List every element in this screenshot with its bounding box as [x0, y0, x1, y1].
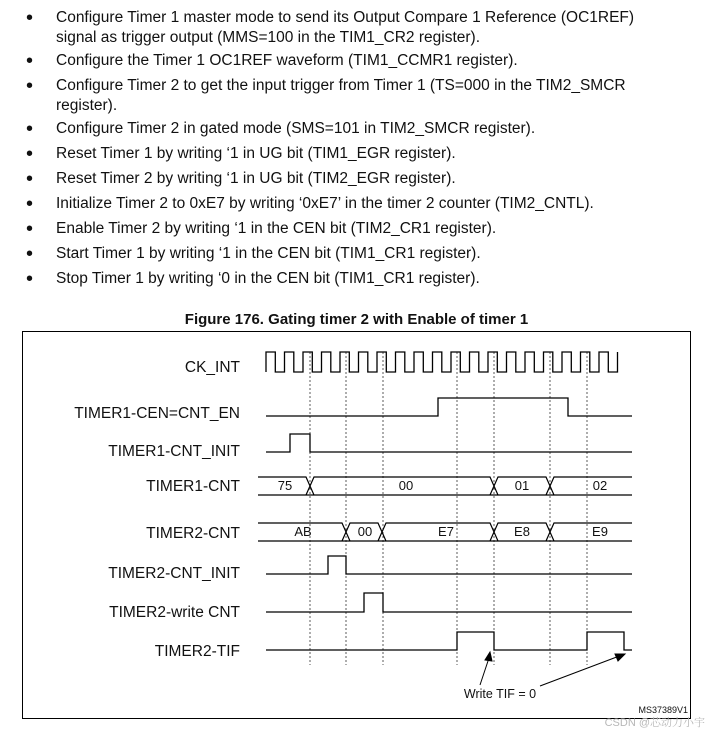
label-timer2-tif: TIMER2-TIF — [154, 643, 240, 660]
bullet-marker: • — [26, 218, 34, 240]
watermark: CSDN @芯动力小宇 — [604, 717, 705, 729]
timer1-cen-waveform — [266, 398, 632, 416]
bullet-line: Configure Timer 1 master mode to send its Output Compare 1 Reference (OC1REF) — [56, 9, 635, 26]
timer2-tif-waveform — [266, 632, 632, 650]
label-timer1-cnt: TIMER1-CNT — [146, 478, 240, 495]
bullet-marker: • — [26, 193, 34, 215]
bullet-line: Reset Timer 1 by writing ‘1 in UG bit (TIM1_EGR register). — [56, 145, 456, 162]
timer1-value-0: 75 — [277, 478, 293, 493]
bullet-marker: • — [26, 143, 34, 165]
timer1-cnt-bus — [258, 477, 632, 495]
bullet-marker: • — [26, 75, 34, 97]
write-tif-annotation: Write TIF = 0 — [463, 687, 537, 701]
bullet-marker: • — [26, 7, 34, 29]
bullet-line: Start Timer 1 by writing ‘1 in the CEN bit (TIM1_CR1 register). — [56, 245, 481, 262]
write-tif-arrows — [480, 652, 625, 686]
timer1-cnt-init-waveform — [266, 434, 632, 452]
bullet-line: Initialize Timer 2 to 0xE7 by writing ‘0xE7’ in the timer 2 counter (TIM2_CNTL). — [56, 195, 594, 212]
label-timer2-write-cnt: TIMER2-write CNT — [109, 604, 240, 621]
bullet-marker: • — [26, 50, 34, 72]
bullet-line-continued: register). — [56, 97, 118, 114]
label-timer1-cen: TIMER1-CEN=CNT_EN — [74, 405, 240, 422]
label-timer1-cnt-init: TIMER1-CNT_INIT — [108, 443, 240, 460]
timer2-value-0: AB — [294, 524, 312, 539]
timer1-value-3: 02 — [592, 478, 608, 493]
bullet-marker: • — [26, 243, 34, 265]
bullet-line: Configure Timer 2 to get the input trigger from Timer 1 (TS=000 in the TIM2_SMCR — [56, 77, 626, 94]
figure-code: MS37389V1 — [638, 705, 688, 715]
timer2-cnt-init-waveform — [266, 556, 632, 574]
timer1-value-2: 01 — [514, 478, 530, 493]
bullet-line-continued: signal as trigger output (MMS=100 in the TIM1_CR2 register). — [56, 29, 481, 46]
bullet-marker: • — [26, 268, 34, 290]
bullet-marker: • — [26, 168, 34, 190]
reference-lines — [310, 352, 587, 665]
figure-title: Figure 176. Gating timer 2 with Enable of timer 1 — [184, 311, 529, 328]
label-timer2-cnt: TIMER2-CNT — [146, 525, 240, 542]
timer2-value-1: 00 — [357, 524, 373, 539]
timer2-value-4: E9 — [592, 524, 608, 539]
bullet-line: Reset Timer 2 by writing ‘1 in UG bit (TIM2_EGR register). — [56, 170, 456, 187]
timer2-value-3: E8 — [514, 524, 530, 539]
bullet-marker: • — [26, 118, 34, 140]
timer2-value-2: E7 — [438, 524, 454, 539]
ck-int-waveform — [266, 352, 618, 372]
label-timer2-cnt-init: TIMER2-CNT_INIT — [108, 565, 240, 582]
bullet-line: Stop Timer 1 by writing ‘0 in the CEN bit (TIM1_CR1 register). — [56, 270, 480, 287]
bullet-line: Enable Timer 2 by writing ‘1 in the CEN bit (TIM2_CR1 register). — [56, 220, 497, 237]
bullet-line: Configure Timer 2 in gated mode (SMS=101 in TIM2_SMCR register). — [56, 120, 536, 137]
bullet-line: Configure the Timer 1 OC1REF waveform (TIM1_CCMR1 register). — [56, 52, 518, 69]
timer2-write-cnt-waveform — [266, 593, 632, 612]
timer1-value-1: 00 — [398, 478, 414, 493]
label-ck-int: CK_INT — [184, 359, 240, 376]
